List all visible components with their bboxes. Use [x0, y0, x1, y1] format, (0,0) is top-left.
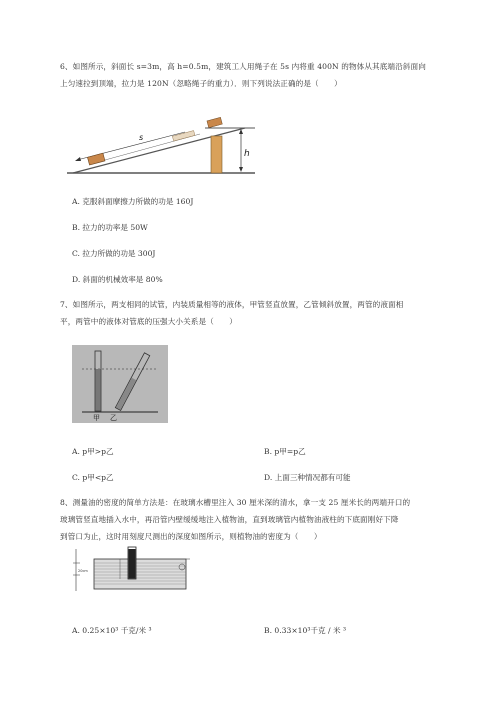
q8-option-a[interactable]: A. 0.25×10³ 千克/米 ³ [72, 626, 152, 635]
q8-stem-line2: 玻璃管竖直地插入水中，再沿管内壁缓缓地注入植物油，直到玻璃管内植物油液柱的下底面刚好下降 [60, 515, 399, 524]
q6-option-c[interactable]: C. 拉力所做的功是 300J [72, 249, 156, 258]
q8-option-b[interactable]: B. 0.33×10³千克 / 米 ³ [264, 626, 347, 635]
length-label: s [139, 133, 144, 142]
q7-option-c[interactable]: C. p甲<p乙 [72, 473, 114, 482]
test-tubes-figure [72, 345, 168, 423]
q6-option-b[interactable]: B. 拉力的功率是 50W [72, 223, 148, 232]
q6-stem-line2: 上匀速拉到顶端，拉力是 120N（忽略绳子的重力）．则下列说法正确的是（ ） [60, 79, 342, 88]
q8-stem-line1: 8、测量油的密度的简单方法是：在玻璃水槽里注入 30 厘米深的清水，拿一支 25 厘米长的两端开口的 [60, 498, 411, 507]
q7-stem-line1: 7、如图所示，两支相同的试管，内装质量相等的液体，甲管竖直放置，乙管倾斜放置，两管的液面相 [60, 300, 404, 309]
height-label: h [244, 149, 250, 159]
q8-stem-line3: 到管口为止，这时用刻度尺测出的深度如图所示，则植物油的密度为（ ） [60, 532, 322, 541]
tube-label-jia: 甲 [93, 414, 100, 422]
q7-stem-line2: 平，两管中的液体对管底的压强大小关系是（ ） [60, 317, 237, 326]
q7-option-d[interactable]: D. 上面三种情况都有可能 [264, 473, 351, 482]
q7-option-b[interactable]: B. p甲=p乙 [264, 447, 306, 456]
q6-option-a[interactable]: A. 克服斜面摩擦力所做的功是 160J [72, 197, 194, 206]
q6-option-d[interactable]: D. 斜面的机械效率是 80% [72, 275, 163, 284]
incline-figure [65, 110, 265, 180]
q6-stem-line1: 6、如图所示，斜面长 s=3m，高 h=0.5m，建筑工人用绳子在 5s 内将重 400N 的物体从其底端沿斜面向 [60, 62, 426, 71]
tube-label-yi: 乙 [110, 414, 117, 422]
oil-density-figure [72, 545, 194, 595]
scale-label: 20cm [78, 569, 88, 573]
q7-option-a[interactable]: A. p甲>p乙 [72, 447, 114, 456]
